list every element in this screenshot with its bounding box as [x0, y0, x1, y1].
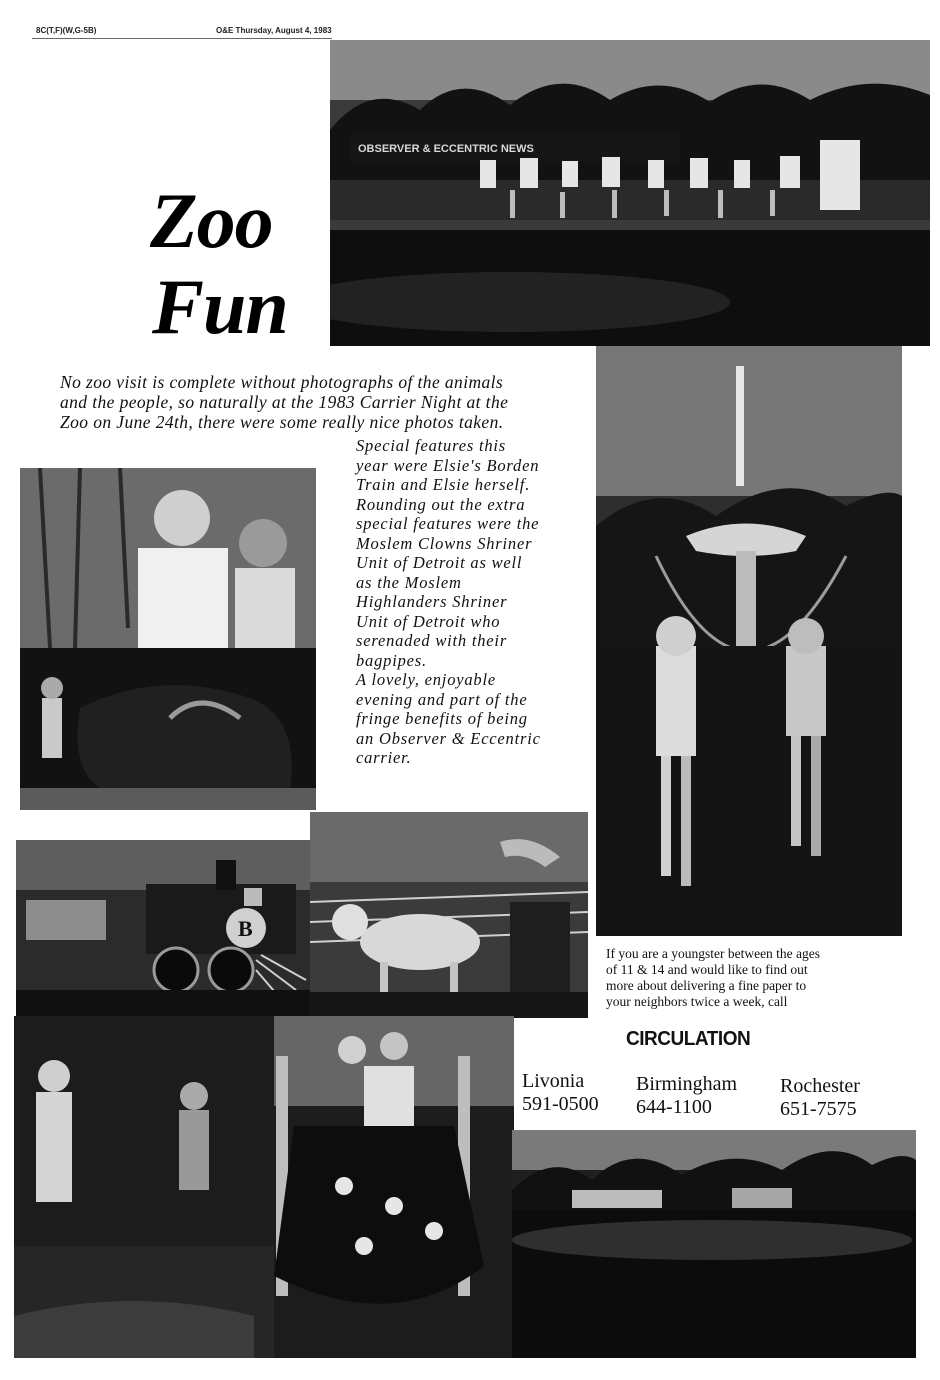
office-livonia	[522, 1070, 599, 1116]
banner-sign: OBSERVER & ECCENTRIC NEWS	[358, 143, 534, 155]
column-line: carrier.	[356, 748, 412, 767]
office-city: Birmingham	[636, 1073, 738, 1095]
photo-park-lawn	[512, 1130, 916, 1358]
column-line: bagpipes.	[356, 650, 427, 670]
office-city: Livonia	[522, 1070, 585, 1092]
column-line: Unit of Detroit as well	[356, 553, 523, 572]
column-line: serenaded with their	[356, 631, 508, 650]
intro-line: Zoo on June 24th, there were some really nice photos taken.	[60, 412, 504, 432]
article-column	[356, 436, 570, 768]
ad-line: If you are a youngster between the ages	[606, 946, 821, 961]
office-rochester	[780, 1075, 860, 1121]
office-birmingham	[636, 1073, 737, 1119]
article-intro	[60, 372, 560, 432]
train-letter: B	[238, 916, 253, 941]
office-phone: 644-1100	[636, 1096, 712, 1118]
column-line: A lovely, enjoyable	[356, 670, 496, 689]
ad-line: your neighbors twice a week, call	[606, 994, 788, 1009]
page-folio: O&E Thursday, August 4, 1983	[216, 26, 332, 35]
top-rule	[32, 38, 332, 39]
column-line: Highlanders Shriner	[356, 592, 508, 611]
column-line: Moslem Clowns Shriner	[356, 533, 533, 553]
headline-line-2: Fun	[152, 263, 288, 350]
intro-line: No zoo visit is complete without photographs of the animals	[60, 372, 504, 392]
office-phone: 591-0500	[522, 1093, 599, 1115]
headline-line-1: Zoo	[150, 177, 273, 264]
photo-carriers-banner	[330, 40, 930, 346]
column-line: Unit of Detroit who	[356, 611, 501, 631]
column-line: Special features this	[356, 436, 507, 455]
circulation-heading: CIRCULATION	[626, 1028, 751, 1050]
column-line: fringe benefits of being	[356, 709, 528, 728]
recruitment-ad-text	[606, 946, 892, 1010]
photo-boys-with-elephant	[20, 468, 316, 810]
photo-borden-train	[16, 840, 312, 1018]
ad-line: of 11 & 14 and would like to find out	[606, 962, 808, 977]
column-line: an Observer & Eccentric	[356, 728, 541, 748]
ad-line: more about delivering a fine paper to	[606, 978, 807, 993]
photo-petting-goat	[310, 812, 588, 1018]
column-line: Train and Elsie herself.	[356, 475, 531, 494]
intro-line: and the people, so naturally at the 1983 Carrier Night at the	[60, 392, 509, 412]
office-phone: 651-7575	[780, 1098, 857, 1120]
column-line: special features were the	[356, 514, 540, 533]
column-line: as the Moslem	[356, 572, 462, 592]
office-city: Rochester	[780, 1075, 860, 1097]
photo-fountain-girls	[596, 346, 902, 936]
section-code: 8C(T,F)(W,G-5B)	[36, 26, 97, 35]
column-line: year were Elsie's Borden	[356, 455, 540, 475]
column-line: Rounding out the extra	[356, 494, 526, 514]
column-line: evening and part of the	[356, 689, 528, 709]
photo-elephant-ride	[14, 1016, 514, 1358]
